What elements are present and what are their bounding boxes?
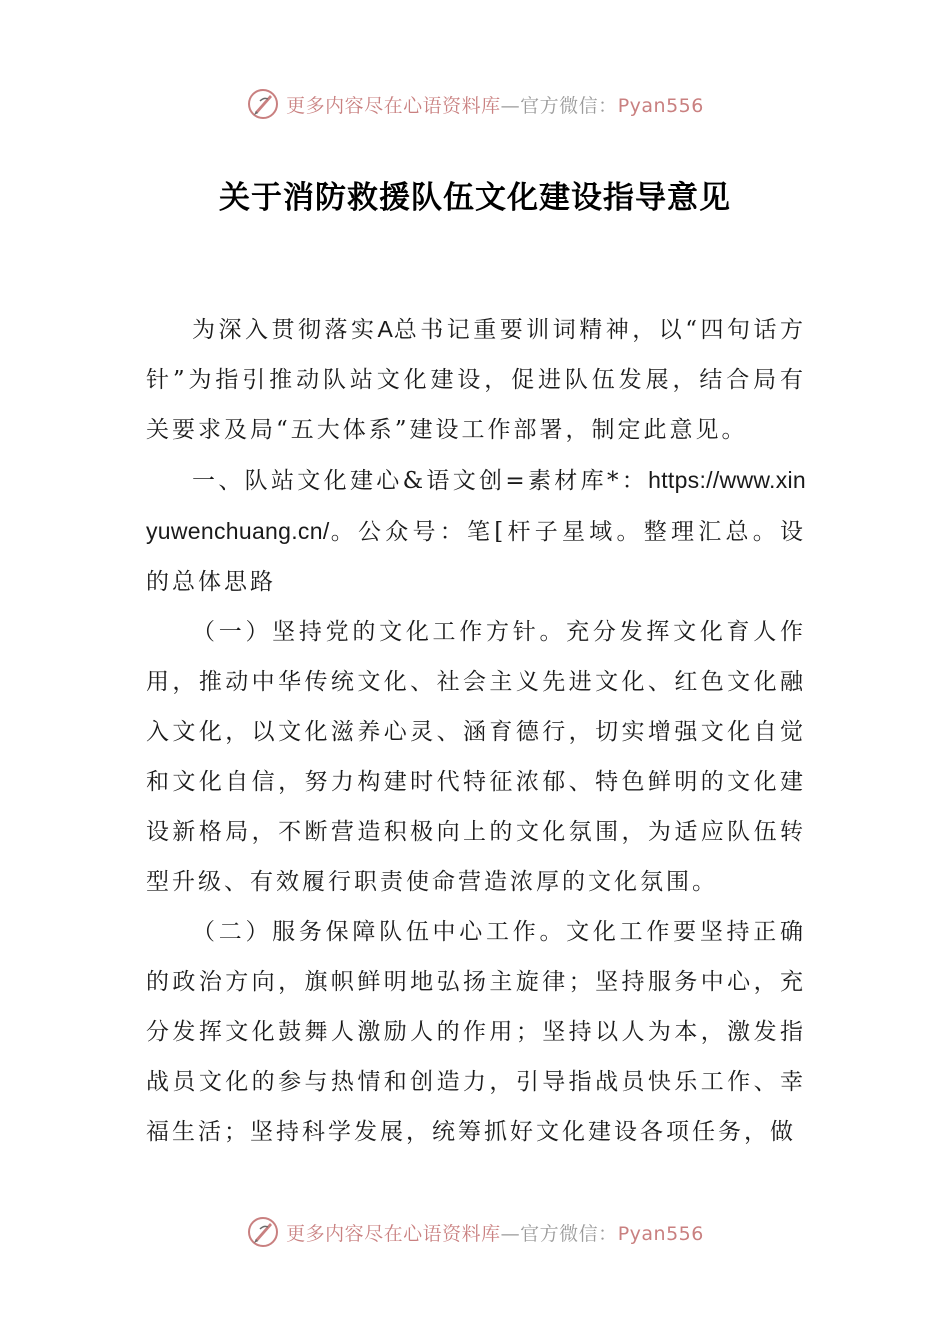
paragraph-text: （二）服务保障队伍中心工作。文化工作要坚持正确的政治方向，旗帜鲜明地弘扬主旋律；坚持服务中心，充分发挥文化鼓舞人激励人的作用；坚持以人为本，激发指战员文化的参与热情和创造力，引导指战员快乐工作、幸福生活；坚持科学发展，统筹抓好文化建设各项任务，做 — [146, 919, 806, 1145]
banner-official-label: 官方微信： — [520, 94, 618, 117]
paragraph-latin-text: A — [377, 316, 394, 342]
paragraph-text: 一、队站文化建心&语文创=素材库*： — [192, 468, 649, 494]
banner-site-text: 更多内容尽在心语资料库 — [286, 1222, 501, 1245]
header-banner — [0, 84, 950, 124]
footer-banner — [0, 1212, 950, 1252]
document-title: 关于消防救援队伍文化建设指导意见 — [219, 180, 731, 216]
banner-dash: — — [500, 94, 521, 117]
banner-text — [286, 91, 704, 118]
banner-official-label: 官方微信： — [520, 1222, 618, 1245]
paragraph-text: （一）坚持党的文化工作方针。充分发挥文化育人作用，推动中华传统文化、社会主义先进文化、红色文化融入文化，以文化滋养心灵、涵育德行，切实增强文化自觉和文化自信，努力构建时代特征浓郁、特色鲜明的文化建设新格局，不断营造积极向上的文化氛围，为适应队伍转型升级、有效履行职责使命营造浓厚的文化氛围。 — [146, 619, 806, 895]
paragraph-text: 总书记重要训词精神，以“四句话方针”为指引推动队站文化建设，促进队伍发展，结合局有关要求及局“五大体系”建设工作部署，制定此意见。 — [146, 317, 807, 443]
banner-text — [286, 1219, 704, 1246]
banner-wechat-id: Pyan556 — [617, 94, 704, 117]
quill-logo-icon — [246, 87, 280, 121]
paragraph-intro — [146, 304, 806, 455]
banner-wechat-id: Pyan556 — [617, 1222, 704, 1245]
document-body — [146, 304, 806, 1157]
paragraph-text: 。公众号：笔[杆子星域。整理汇总。设的总体思路 — [146, 519, 806, 595]
paragraph-subsection-2 — [146, 907, 806, 1157]
quill-logo-icon — [246, 1215, 280, 1249]
paragraph-subsection-1 — [146, 607, 806, 907]
paragraph-text: 为深入贯彻落实 — [192, 317, 378, 343]
banner-dash: — — [500, 1222, 521, 1245]
paragraph-section-1 — [146, 455, 806, 607]
banner-site-text: 更多内容尽在心语资料库 — [286, 94, 501, 117]
paragraph-url-text: https://www.xinyuwenchuang.cn/ — [146, 467, 806, 544]
